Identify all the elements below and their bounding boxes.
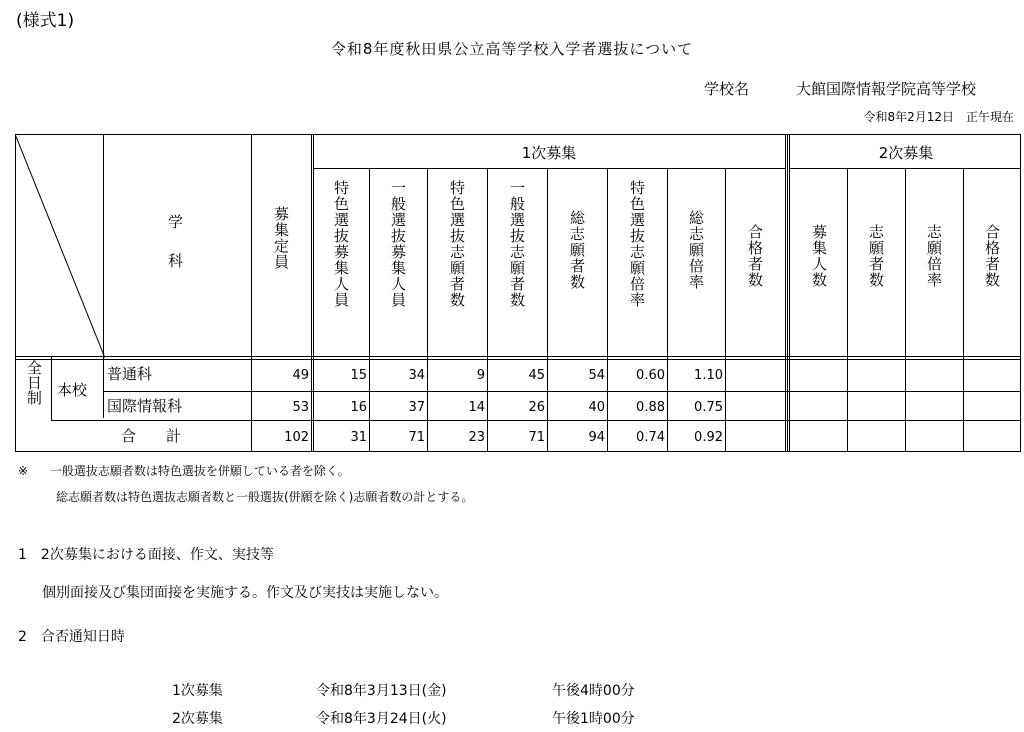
col-goukaku-2: 合格者数: [983, 224, 1001, 288]
grid-line: [905, 168, 906, 452]
grid-line: [787, 134, 788, 452]
header-boshu-teiin: 募集定員: [272, 206, 290, 270]
grid-line: [15, 451, 1021, 452]
grid-line: [51, 420, 1021, 421]
cell-value: 0.92: [694, 430, 723, 445]
row-futsuka-name: 普通科: [107, 365, 153, 383]
cell-value: 34: [408, 368, 425, 383]
col-tokushoku-shigan: 特色選抜志願者数: [448, 180, 466, 308]
grid-line: [369, 168, 370, 452]
col-tokushoku-bairitsu: 特色選抜志願倍率: [628, 180, 646, 308]
school-name: 大館国際情報学院高等学校: [796, 80, 977, 98]
cell-value: 15: [350, 368, 367, 383]
cell-value: 0.60: [636, 368, 665, 383]
cell-value: 16: [350, 400, 367, 415]
grid-line: [311, 134, 312, 452]
grid-line: [547, 168, 548, 452]
note-line-1: 一般選抜志願者数は特色選抜を併願している者を除く。: [49, 464, 350, 478]
applicants-table: [15, 134, 1021, 452]
grid-line: [251, 134, 252, 452]
col-ippan-boshu: 一般選抜募集人員: [389, 180, 407, 308]
cell-value: 14: [468, 400, 485, 415]
section-1-heading: 1 2次募集における面接、作文、実技等: [18, 547, 274, 563]
cell-teiin: 102: [284, 430, 309, 445]
grid-line: [1020, 134, 1021, 452]
cell-teiin: 53: [292, 400, 309, 415]
col-shigansha-2: 志願者数: [867, 224, 885, 288]
grid-line: [103, 134, 104, 418]
grid-line: [789, 134, 790, 452]
schedule-date-1: 令和8年3月13日(金): [316, 683, 447, 699]
grid-line: [15, 134, 1021, 135]
form-label: (様式1): [16, 11, 75, 31]
cell-value: 71: [408, 430, 425, 445]
cell-teiin: 49: [292, 368, 309, 383]
row-kokusai-name: 国際情報科: [107, 397, 183, 415]
cell-value: 94: [588, 430, 605, 445]
cell-value: 1.10: [694, 368, 723, 383]
cell-value: 9: [476, 368, 485, 383]
grid-line: [667, 168, 668, 452]
row-total-name: 合 計: [120, 427, 181, 445]
grid-line: [963, 168, 964, 452]
note-mark: ※: [18, 464, 29, 478]
grid-line: [847, 168, 848, 452]
grid-line: [785, 134, 786, 452]
grid-line: [313, 168, 785, 169]
header-first-round: 1次募集: [521, 144, 577, 162]
course-type-label: 全日制: [24, 360, 43, 405]
schedule-time-1: 午後4時00分: [552, 683, 635, 699]
schedule-round-2: 2次募集: [172, 711, 223, 727]
school-label: 学校名: [704, 80, 750, 98]
section-2-heading: 2 合否通知日時: [18, 629, 125, 645]
grid-line: [487, 168, 488, 452]
schedule-date-2: 令和8年3月24日(火): [316, 711, 447, 727]
grid-line: [103, 391, 1021, 392]
grid-line: [15, 134, 16, 452]
col-goukaku-1: 合格者数: [746, 224, 764, 288]
col-tokushoku-boshu: 特色選抜募集人員: [332, 180, 350, 308]
col-sou-shigan: 総志願者数: [568, 210, 586, 290]
corner-diagonal: [15, 134, 105, 358]
col-ippan-shigan: 一般選抜志願者数: [508, 180, 526, 308]
cell-value: 37: [408, 400, 425, 415]
col-bairitsu-2: 志願倍率: [925, 224, 943, 288]
schedule-round-1: 1次募集: [172, 683, 223, 699]
cell-value: 45: [528, 368, 545, 383]
note-1: [18, 462, 350, 479]
grid-line: [725, 168, 726, 452]
as-of-date: 令和8年2月12日 正午現在: [863, 110, 1014, 124]
section-1-body: 個別面接及び集団面接を実施する。作文及び実技は実施しない。: [42, 585, 448, 601]
col-sou-bairitsu: 総志願倍率: [687, 210, 705, 290]
header-second-round: 2次募集: [878, 144, 934, 162]
cell-value: 31: [350, 430, 367, 445]
schedule-time-2: 午後1時00分: [552, 711, 635, 727]
cell-value: 40: [588, 400, 605, 415]
cell-value: 71: [528, 430, 545, 445]
grid-line: [607, 168, 608, 452]
grid-line: [427, 168, 428, 452]
grid-line: [15, 356, 1021, 357]
note-line-2: 総志願者数は特色選抜志願者数と一般選抜(併願を除く)志願者数の計とする。: [56, 490, 474, 504]
cell-value: 0.75: [694, 400, 723, 415]
cell-value: 54: [588, 368, 605, 383]
cell-value: 0.74: [636, 430, 665, 445]
grid-line: [313, 134, 314, 452]
grid-line: [51, 356, 52, 420]
cell-value: 0.88: [636, 400, 665, 415]
grid-line: [15, 359, 1021, 360]
document-title: 令和8年度秋田県公立高等学校入学者選抜について: [330, 40, 694, 58]
col-boshu-ninzu-2: 募集人数: [810, 224, 828, 288]
cell-value: 26: [528, 400, 545, 415]
campus-label: 本校: [57, 381, 88, 399]
cell-value: 23: [468, 430, 485, 445]
header-gakka: 学科: [166, 214, 184, 292]
